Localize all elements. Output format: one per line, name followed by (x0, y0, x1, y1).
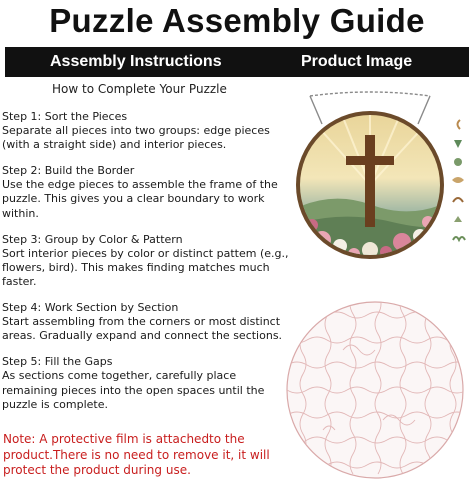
step-4 (2, 301, 292, 343)
step-body: Separate all pieces into two groups: edge pieces (with a straight side) and interior pieces. (2, 124, 270, 152)
step-body: Sort interior pieces by color or distinct pattem (e.g., flowers, bird). This makes finding matches much faster. (2, 246, 289, 288)
puzzle-outline-image (283, 290, 468, 490)
steps-list (2, 110, 292, 424)
protective-film-note: Note: A protective film is attachedto the product.There is no need to remove it, it will protect the product during use. (3, 432, 270, 478)
step-body: Use the edge pieces to assemble the frame of the puzzle. This gives you a clear boundary to work within. (2, 178, 278, 220)
instructions-subtitle: How to Complete Your Puzzle (52, 82, 227, 96)
step-body: Start assembling from the corners or most distinct areas. Gradually expand and connect the sections. (2, 315, 283, 343)
step-title: Step 4: Work Section by Section (2, 301, 179, 315)
product-image (282, 90, 472, 280)
page-title: Puzzle Assembly Guide (49, 2, 425, 39)
step-title: Step 1: Sort the Pieces (2, 110, 128, 123)
header-product-image: Product Image (301, 53, 413, 70)
step-title: Step 5: Fill the Gaps (2, 355, 113, 369)
loose-pieces (452, 120, 465, 240)
step-title: Step 3: Group by Color & Pattern (2, 232, 183, 246)
step-body: As sections come together, carefully place remaining pieces into the open spaces until the puzzle is complete. (2, 369, 265, 411)
step-1 (2, 110, 292, 152)
step-2 (2, 164, 292, 220)
header-assembly-instructions: Assembly Instructions (50, 53, 222, 70)
step-5 (2, 355, 292, 411)
step-title: Step 2: Build the Border (2, 164, 135, 178)
step-3 (2, 233, 292, 289)
section-header-bar (5, 47, 469, 77)
